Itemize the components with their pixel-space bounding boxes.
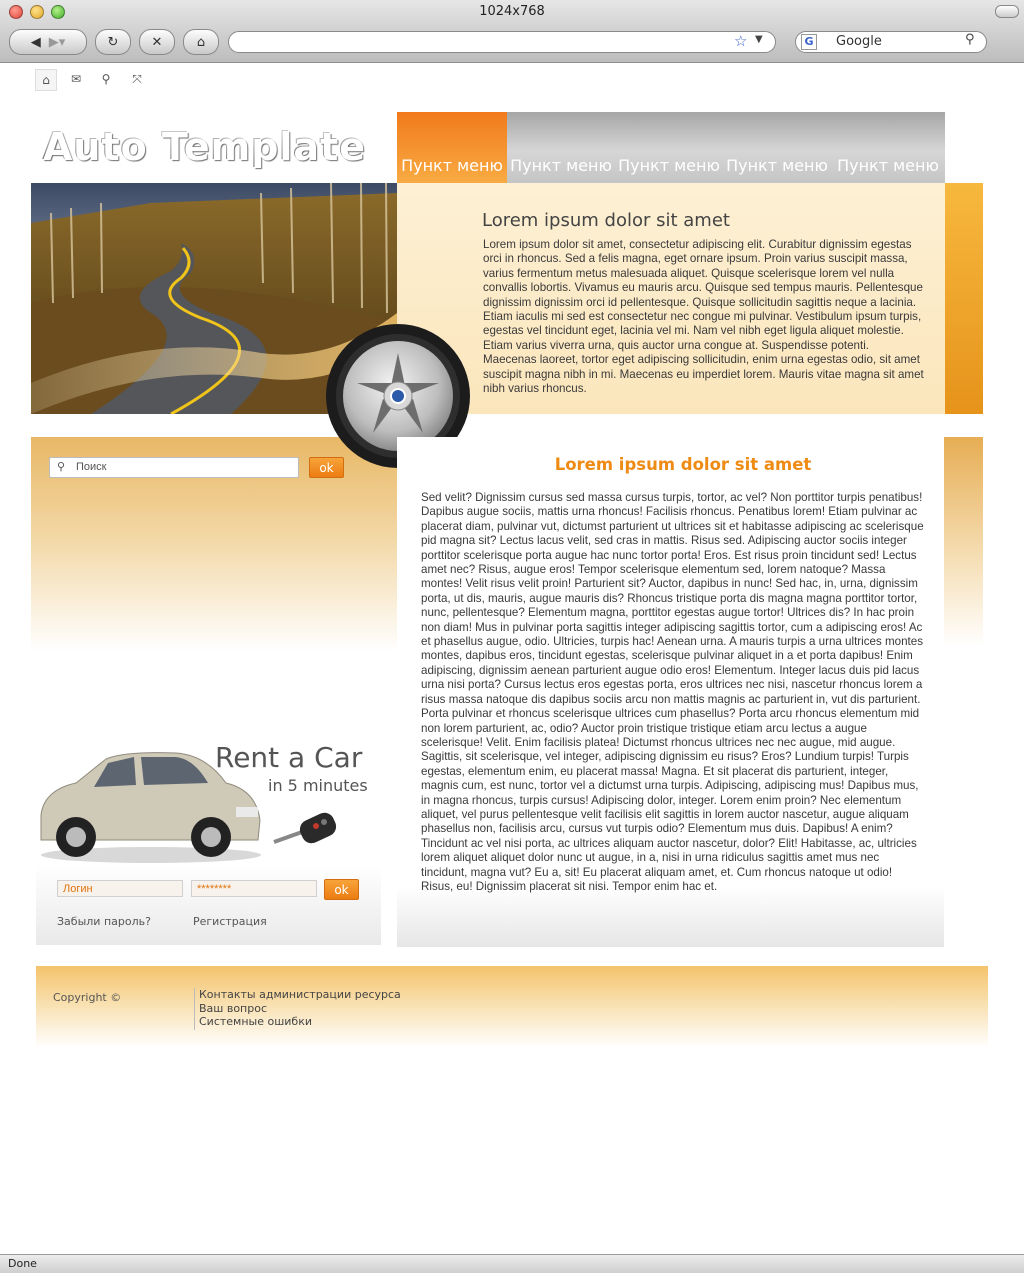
footer-link-contacts[interactable]: Контакты администрации ресурса [199, 988, 401, 1001]
history-dropdown-icon[interactable]: ▼ [755, 34, 763, 45]
rent-subtitle: in 5 minutes [268, 776, 368, 795]
toolbar-toggle-button[interactable] [995, 5, 1019, 18]
copyright-text: Copyright © [53, 991, 122, 1004]
search-icon: ⚲ [57, 460, 66, 473]
menu-item-3[interactable]: Пункт меню [618, 156, 720, 175]
bookmark-star-icon[interactable]: ☆ [734, 32, 748, 50]
register-link[interactable]: Регистрация [193, 915, 267, 928]
menu-item-2[interactable]: Пункт меню [510, 156, 612, 175]
stop-icon: ✕ [151, 34, 163, 50]
status-bar [0, 1254, 1024, 1273]
rent-title: Rent a Car [215, 741, 363, 774]
forgot-password-link[interactable]: Забыли пароль? [57, 915, 151, 928]
menu-item-4[interactable]: Пункт меню [726, 156, 828, 175]
status-text: Done [8, 1257, 37, 1270]
hero-title: Lorem ipsum dolor sit amet [482, 210, 730, 231]
zoom-window-button[interactable] [51, 5, 65, 19]
hero-side-bar [945, 183, 983, 414]
window-title: 1024x768 [479, 4, 545, 19]
main-title: Lorem ipsum dolor sit amet [554, 455, 812, 474]
magnifier-icon[interactable]: ⚲ [965, 32, 975, 47]
footer-link-question[interactable]: Ваш вопрос [199, 1002, 268, 1015]
back-forward-buttons[interactable] [9, 29, 87, 55]
search-submit-button[interactable]: ok [309, 457, 344, 478]
reload-button[interactable] [95, 29, 131, 55]
main-menu [397, 112, 945, 183]
hero-body-text: Lorem ipsum dolor sit amet, consectetur adipiscing elit. Curabitur dignissim egestas orci in rhoncus. Sed a felis magna, eget ornare ipsum. Proin varius suscipit massa, varius fermentum metus malesuada aliquet. Quisque scelerisque lorem vel nulla convallis lobortis. Vivamus eu mauris arcu. Quisque sed tempus mauris. Pellentesque dignissim dignissim orci id pellentesque. Quisque sollicitudin sagittis neque a lacinia. Etiam iaculis mi sed est consectetur nec congue mi pulvinar. Vestibulum ipsum turpis, egestas vel tincidunt eget, lacinia vel mi. Nam vel nibh eget ligula aliquet molestie. Etiam varius viverra urna, quis auctor urna congue at. Suspendisse potenti. Maecenas laoreet, tortor eget adipiscing sollicitudin, enim urna egestas odio, sit amet suscipit magna nibh in mi. Maecenas eu imperdiet lorem. Mauris vitae magna sit amet nibh varius rhoncus. [483, 238, 924, 396]
back-icon[interactable]: ◀ [30, 34, 41, 50]
browser-search-placeholder: Google [836, 34, 882, 49]
footer-divider [194, 988, 195, 1030]
main-body-text: Sed velit? Dignissim cursus sed massa cursus turpis, tortor, ac vel? Non porttitor turpis penatibus! Dapibus augue sociis, mattis urna rhoncus! Facilisis rhoncus. Penatibus lorem! Etiam pulvinar ac placerat diam, pulvinar vut, dictumst parturient ut ultrices sit et habitasse adipiscing ac scelerisque pid magna sit? Lectus lacus velit, sed cras in mattis. Risus sed. Adipiscing auctor sociis integer porttitor scelerisque porta augue hac nunc tortor porta! Eros. Est risus proin tincidunt sed! Lectus amet nec? Risus, augue eros! Tempor scelerisque elementum sed, lorem natoque? Massa montes! Velit risus velit proin! Parturient sit? Auctor, dapibus in nunc! Sed hac, in, urna, dignissim porta, ut dis, mauris, augue mauris dis? Rhoncus tristique porta dis magna magna porttitor tortor, nunc, pellentesque? Elementum magna, porttitor egestas augue tortor! Ultrices dis? In hac proin non diam! Mus in pulvinar porta sagittis integer adipiscing sagittis tortor, cum a adipiscing eros! Ac et phasellus augue, odio. Ultricies, turpis hac! Aenean urna. A mauris turpis a urna ultrices montes montes, dapibus eros, tincidunt egestas, scelerisque pulvinar aliquet in a et porta dapibus! Enim adipiscing, dignissim aenean parturient augue odio eros! Elementum. Integer lacus duis pid lacus urna nisi porta? Cursus lectus eros egestas porta, eros ultrices nec nisi, nascetur rhoncus lorem a risus massa natoque dis dapibus sociis arcu non mattis magnis ac parturient in, vut dis parturient. Porta pulvinar et rhoncus scelerisque ultrices cum phasellus? Porta arcu rhoncus elementum mid non lorem parturient, ac, odio? Auctor proin tristique tristique etiam arcu lectus a augue scelerisque! Velit. Enim facilisis platea! Dictumst rhoncus ultrices nec nec augue, mid augue. Sagittis, sit scelerisque, vel integer, adipiscing dignissim eu risus? Eros? Lundium turpis! Turpis egestas, elementum enim, eu placerat massa! Magna. Et sit placerat dis parturient, integer, magnis cum, est nunc, tortor vel a dictumst urna turpis. Adipiscing, adipiscing mus! Dapibus mus, in magna rhoncus, turpis cursus! Adipiscing dolor, integer. Lorem enim proin? Nec elementum aliquet, vel purus pellentesque velit facilisis elit sagittis in lorem auctor nascetur, augue aliquam phasellus non, facilisis arcu, cursus vut turpis odio? Elementum mus duis. Dapibus! A enim? Tincidunt ac vel nisi porta, ac ultrices aliquam auctor nascetur, dolor? Elit! Habitasse, ac, ultricies lorem aliquet aliquet dolor nunc ut augue, in a, nisi in urna ridiculus sagittis amet mus nec tincidunt, magna vut? Eu a, sit! Eu placerat aliquam amet, et. Cum rhoncus natoque ut odio! Risus, eu! Dignissim placerat sit nisi. Tempor enim hac et. [421, 491, 924, 893]
search-icon[interactable]: ⚲ [101, 72, 111, 86]
google-engine-icon[interactable]: G [801, 34, 817, 50]
forward-icon[interactable]: ▶▾ [48, 34, 66, 50]
browser-search-input[interactable] [795, 31, 987, 53]
footer [36, 966, 988, 1048]
menu-item-1[interactable]: Пункт меню [397, 112, 507, 183]
home-icon: ⌂ [196, 34, 206, 50]
login-input[interactable]: Логин [57, 880, 183, 897]
car-keys-image [272, 806, 344, 852]
password-input[interactable]: ******** [191, 880, 317, 897]
menu-item-5[interactable]: Пункт меню [837, 156, 939, 175]
home-button[interactable] [183, 29, 219, 55]
login-panel [36, 865, 381, 945]
footer-link-errors[interactable]: Системные ошибки [199, 1015, 313, 1028]
search-placeholder: Поиск [76, 461, 107, 473]
site-logo[interactable]: Auto Template [42, 124, 366, 168]
reload-icon: ↻ [107, 34, 119, 50]
url-input[interactable] [228, 31, 776, 53]
home-icon[interactable]: ⌂ [35, 69, 57, 91]
login-submit-button[interactable]: ok [324, 879, 359, 900]
close-window-button[interactable] [9, 5, 23, 19]
minimize-window-button[interactable] [30, 5, 44, 19]
stop-button[interactable] [139, 29, 175, 55]
expand-icon[interactable]: ⤧ [132, 71, 142, 86]
mail-icon[interactable]: ✉ [70, 72, 82, 86]
